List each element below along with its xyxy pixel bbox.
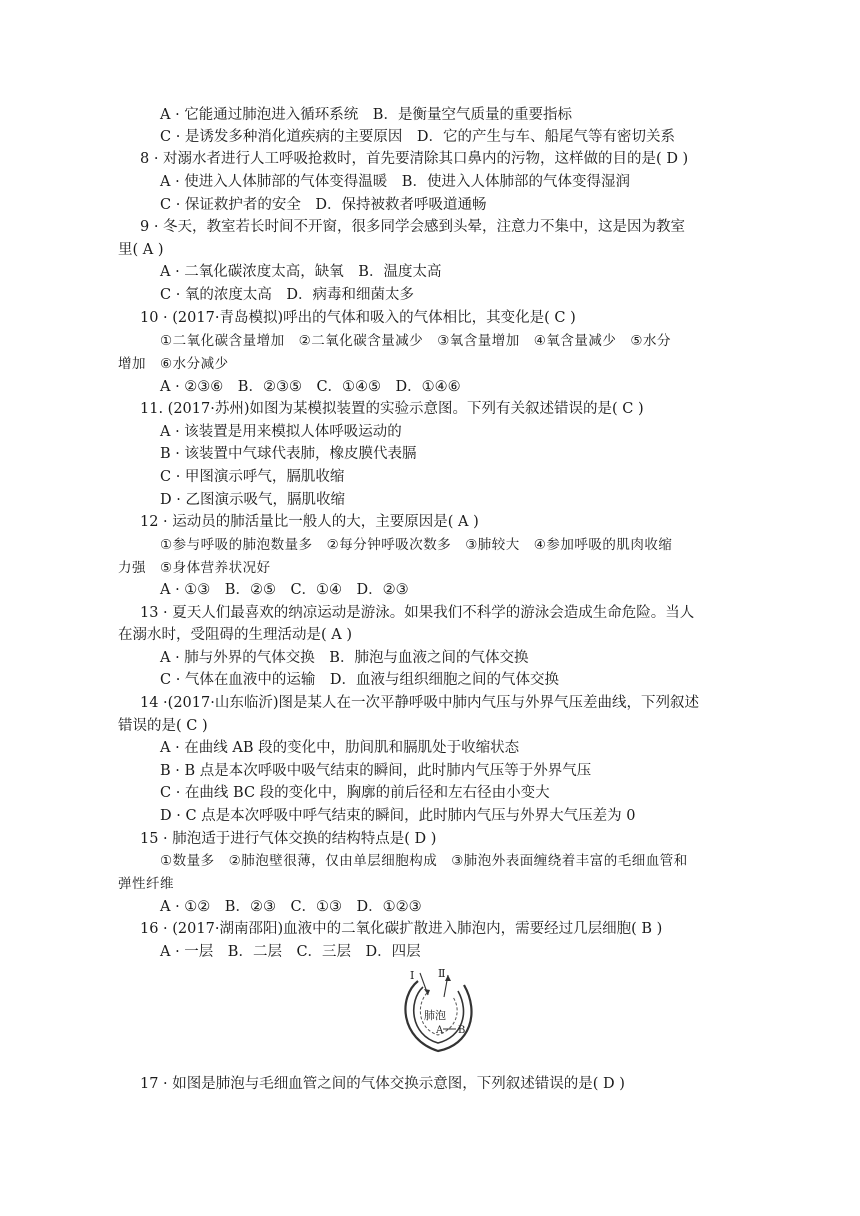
q9-stem-cont: 里( A ) xyxy=(118,242,164,258)
q10-stem: 10 · (2017·青岛模拟)呼出的气体和吸入的气体相比，其变化是( C ) xyxy=(140,310,576,326)
q11-option-d: D · 乙图演示吸气，膈肌收缩 xyxy=(160,492,345,508)
q13-stem: 13 · 夏天人们最喜欢的纳凉运动是游泳。如果我们不科学的游泳会造成生命危险。当人 xyxy=(140,605,695,621)
q12-stem: 12 · 运动员的肺活量比一般人的大，主要原因是( A ) xyxy=(140,514,479,530)
q7-option-cd: C · 是诱发多种消化道疾病的主要原因 D．它的产生与车、船尾气等有密切关系 xyxy=(160,129,676,145)
q9-stem: 9 · 冬天，教室若长时间不开窗，很多同学会感到头晕，注意力不集中，这是因为教室 xyxy=(140,219,686,235)
q15-statements-cont: 弹性纤维 xyxy=(118,876,174,892)
q8-option-cd: C · 保证救护者的安全 D．保持被救者呼吸道通畅 xyxy=(160,197,487,213)
q11-option-c: C · 甲图演示呼气，膈肌收缩 xyxy=(160,469,345,485)
q12-statements-cont: 力强 ⑤身体营养状况好 xyxy=(118,560,271,576)
q8-option-ab: A · 使进入人体肺部的气体变得温暖 B．使进入人体肺部的气体变得湿润 xyxy=(160,174,630,190)
q8-stem: 8 · 对溺水者进行人工呼吸抢救时，首先要清除其口鼻内的污物，这样做的目的是( D ) xyxy=(140,151,689,167)
label-i: Ⅰ xyxy=(410,969,415,982)
q11-stem: 11. (2017·苏州)如图为某模拟装置的实验示意图。下列有关叙述错误的是( C ) xyxy=(140,401,644,417)
q15-statements: ①数量多 ②肺泡壁很薄，仅由单层细胞构成 ③肺泡外表面缠绕着丰富的毛细血管和 xyxy=(160,853,688,869)
label-b: B xyxy=(458,1025,466,1036)
q13-stem-cont: 在溺水时，受阻碍的生理活动是( A ) xyxy=(118,627,353,643)
arrow-ii-head xyxy=(445,975,451,981)
q14-stem: 14 ·(2017·山东临沂)图是某人在一次平静呼吸中肺内气压与外界气压差曲线，下列叙述 xyxy=(140,695,699,711)
label-alveolus: 肺泡 xyxy=(424,1009,446,1022)
q10-statements-cont: 增加 ⑥水分减少 xyxy=(118,356,229,372)
q7-option-ab: A · 它能通过肺泡进入循环系统 B．是衡量空气质量的重要指标 xyxy=(160,107,572,123)
q9-option-cd: C · 氧的浓度太高 D．病毒和细菌太多 xyxy=(160,287,415,303)
q15-stem: 15 · 肺泡适于进行气体交换的结构特点是( D ) xyxy=(140,831,437,847)
q9-option-ab: A · 二氧化碳浓度太高，缺氧 B．温度太高 xyxy=(160,264,442,280)
q14-option-a: A · 在曲线 AB 段的变化中，肋间肌和膈肌处于收缩状态 xyxy=(160,740,520,756)
arrow-i-head xyxy=(424,989,430,995)
alveolus-capillary-diagram xyxy=(398,967,478,1059)
q14-option-c: C · 在曲线 BC 段的变化中，胸廓的前后径和左右径由小变大 xyxy=(160,785,550,801)
q14-stem-cont: 错误的是( C ) xyxy=(118,718,208,734)
q14-option-d: D · C 点是本次呼吸中呼气结束的瞬间，此时肺内气压与外界大气压差为 0 xyxy=(160,808,636,824)
label-a: A xyxy=(436,1025,444,1036)
q13-option-ab: A · 肺与外界的气体交换 B．肺泡与血液之间的气体交换 xyxy=(160,650,529,666)
label-ii: Ⅱ xyxy=(438,967,446,980)
q10-options: A · ②③⑥ B．②③⑤ C．①④⑤ D．①④⑥ xyxy=(160,379,461,395)
q17-stem: 17 · 如图是肺泡与毛细血管之间的气体交换示意图，下列叙述错误的是( D ) xyxy=(140,1076,625,1092)
q14-option-b: B · B 点是本次呼吸中吸气结束的瞬间，此时肺内气压等于外界气压 xyxy=(160,763,592,779)
q12-options: A · ①③ B．②⑤ C．①④ D．②③ xyxy=(160,582,409,598)
q11-option-a: A · 该装置是用来模拟人体呼吸运动的 xyxy=(160,424,402,440)
q10-statements: ①二氧化碳含量增加 ②二氧化碳含量减少 ③氧含量增加 ④氧含量减少 ⑤水分 xyxy=(160,333,672,349)
q16-stem: 16 · (2017·湖南邵阳)血液中的二氧化碳扩散进入肺泡内，需要经过几层细胞( B ) xyxy=(140,921,663,937)
q11-option-b: B · 该装置中气球代表肺，橡皮膜代表膈 xyxy=(160,446,417,462)
q15-options: A · ①② B．②③ C．①③ D．①②③ xyxy=(160,899,422,915)
q16-options: A · 一层 B．二层 C．三层 D．四层 xyxy=(160,944,421,960)
q13-option-cd: C · 气体在血液中的运输 D．血液与组织细胞之间的气体交换 xyxy=(160,672,560,688)
q12-statements: ①参与呼吸的肺泡数量多 ②每分钟呼吸次数多 ③肺较大 ④参加呼吸的肌肉收缩 xyxy=(160,537,673,553)
